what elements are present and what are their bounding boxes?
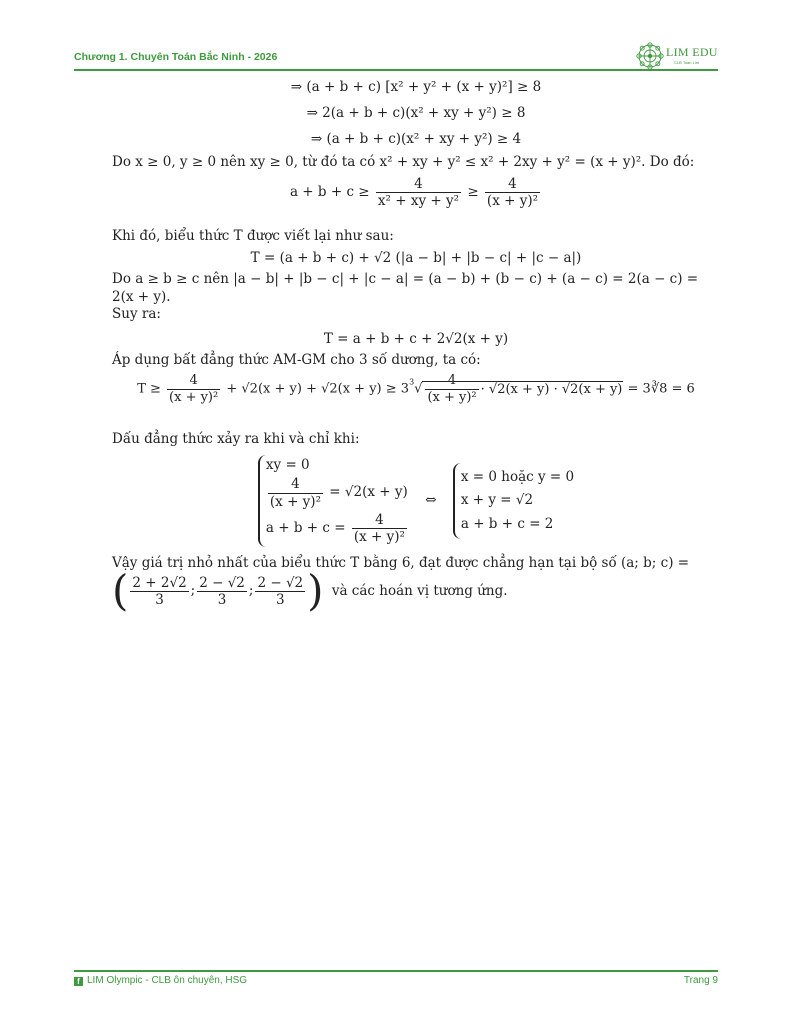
left-paren: (	[112, 566, 129, 616]
eq4-f1-denominator: x² + xy + y²	[377, 192, 460, 209]
facebook-icon: f	[74, 977, 83, 986]
system-2-row-1: x = 0 hoặc y = 0	[460, 468, 575, 485]
equation-1: ⇒ (a + b + c) [x² + y² + (x + y)²] ≥ 8	[290, 79, 542, 95]
equation-3: ⇒ (a + b + c)(x² + xy + y²) ≥ 4	[310, 131, 522, 147]
eq7-part-b: + √2(x + y) + √2(x + y) ≥ 3	[226, 381, 410, 397]
system-2	[453, 463, 574, 540]
tuple-sep-2: ;	[248, 582, 254, 599]
system-1-row-3-fraction	[352, 512, 407, 545]
eq4-left: a + b + c ≥	[289, 183, 370, 200]
page-footer	[74, 970, 718, 990]
eq4-mid: ≥	[467, 183, 479, 200]
tuple-sep-1: ;	[190, 582, 196, 599]
answer-tuple	[112, 566, 720, 616]
system-1-row-1: xy = 0	[265, 456, 310, 473]
system-1-row-3-lhs: a + b + c =	[265, 519, 346, 536]
system-1-row-2-fraction	[268, 476, 323, 509]
eq4-fraction-1	[376, 176, 461, 209]
tuple-c	[255, 575, 305, 608]
page-content	[112, 74, 720, 616]
equation-6: T = a + b + c + 2√2(x + y)	[323, 330, 509, 347]
eq4-fraction-2	[485, 176, 540, 209]
eq7-part-d: = 3∛8 = 6	[627, 381, 695, 397]
logo-subtext: CLB Toán Lim	[674, 60, 700, 65]
system-1-row-3-numerator: 4	[352, 512, 407, 529]
iff-symbol: ⇔	[425, 492, 437, 509]
system-1-row-2-denominator: (x + y)²	[269, 493, 321, 510]
tuple-b-denominator: 3	[217, 591, 227, 608]
tuple-a-numerator: 2 + 2√2	[132, 574, 187, 591]
paragraph-5: Áp dụng bất đẳng thức AM-GM cho 3 số dương, ta có:	[112, 351, 481, 368]
equality-systems	[112, 455, 720, 547]
eq7-part-a: T ≥	[137, 381, 161, 397]
system-1-row-3	[266, 512, 409, 545]
equation-2: ⇒ 2(a + b + c)(x² + xy + y²) ≥ 8	[306, 105, 526, 121]
system-1	[258, 455, 409, 547]
lim-edu-logo	[636, 42, 718, 72]
logo-mark-icon	[636, 42, 664, 70]
eq4-f1-numerator: 4	[376, 176, 461, 193]
paragraph-3: Do a ≥ b ≥ c nên |a − b| + |b − c| + |c − a| = (a − b) + (b − c) + (a − c) = 2(a − c) = 2(x + y).	[112, 271, 699, 305]
paragraph-4: Suy ra:	[112, 306, 161, 323]
eq7-radicand	[422, 373, 623, 405]
eq7-inner-numerator: 4	[425, 373, 478, 390]
eq7-denominator: (x + y)²	[169, 389, 219, 405]
paragraph-1: Do x ≥ 0, y ≥ 0 nên xy ≥ 0, từ đó ta có x² + xy + y² ≤ x² + 2xy + y² = (x + y)². Do đó:	[112, 154, 695, 170]
system-1-row-2-rhs: = √2(x + y)	[329, 484, 408, 501]
tuple-a	[130, 575, 188, 608]
eq7-cube-root: √ $\frac{4}{\text{(x + y)²}}$ · √2(x + y) · √2(x + y)	[414, 373, 623, 405]
tuple-b	[197, 575, 247, 608]
paragraph-6: Dấu đẳng thức xảy ra khi và chỉ khi:	[112, 431, 360, 448]
page-header	[74, 46, 718, 72]
eq7-root-index: 3	[409, 377, 415, 387]
equation-5: T = (a + b + c) + √2 (|a − b| + |b − c| + |c − a|)	[250, 250, 582, 267]
header-rule	[74, 69, 718, 71]
tuple-a-denominator: 3	[155, 591, 164, 608]
tuple-c-numerator: 2 − √2	[257, 574, 304, 591]
eq7-part-c: · √2(x + y) · √2(x + y)	[480, 381, 623, 397]
system-2-row-3: a + b + c = 2	[460, 515, 554, 532]
paragraph-7: Vậy giá trị nhỏ nhất của biểu thức T bằng 6, đạt được chẳng hạn tại bộ số (a; b; c) =	[112, 554, 690, 571]
eq4-f2-numerator: 4	[485, 176, 540, 193]
logo-text: LIM EDU	[666, 45, 718, 59]
equation-4	[112, 176, 720, 220]
right-paren: )	[307, 566, 324, 616]
eq7-inner-denominator: (x + y)²	[427, 389, 477, 405]
equation-7	[112, 373, 720, 421]
footer-rule	[74, 970, 718, 972]
footer-left	[74, 975, 247, 986]
eq7-fraction	[167, 373, 220, 405]
system-1-row-2-numerator: 4	[268, 476, 323, 493]
system-2-row-2: x + y = √2	[460, 492, 534, 509]
footer-left-text: LIM Olympic - CLB ôn chuyên, HSG	[87, 975, 248, 986]
paragraph-7-end: và các hoán vị tương ứng.	[331, 582, 508, 599]
eq7-inner-fraction	[425, 373, 478, 405]
paragraph-2: Khi đó, biểu thức T được viết lại như sau:	[112, 227, 394, 244]
tuple-b-numerator: 2 − √2	[199, 574, 245, 591]
tuple-c-denominator: 3	[276, 591, 285, 608]
page-number: Trang 9	[683, 975, 718, 986]
system-1-row-3-denominator: (x + y)²	[353, 528, 405, 545]
eq7-numerator: 4	[167, 373, 220, 390]
chapter-title: Chương 1. Chuyên Toán Bắc Ninh - 2026	[74, 51, 278, 63]
system-1-row-2	[266, 476, 409, 509]
eq4-f2-denominator: (x + y)²	[486, 192, 539, 209]
